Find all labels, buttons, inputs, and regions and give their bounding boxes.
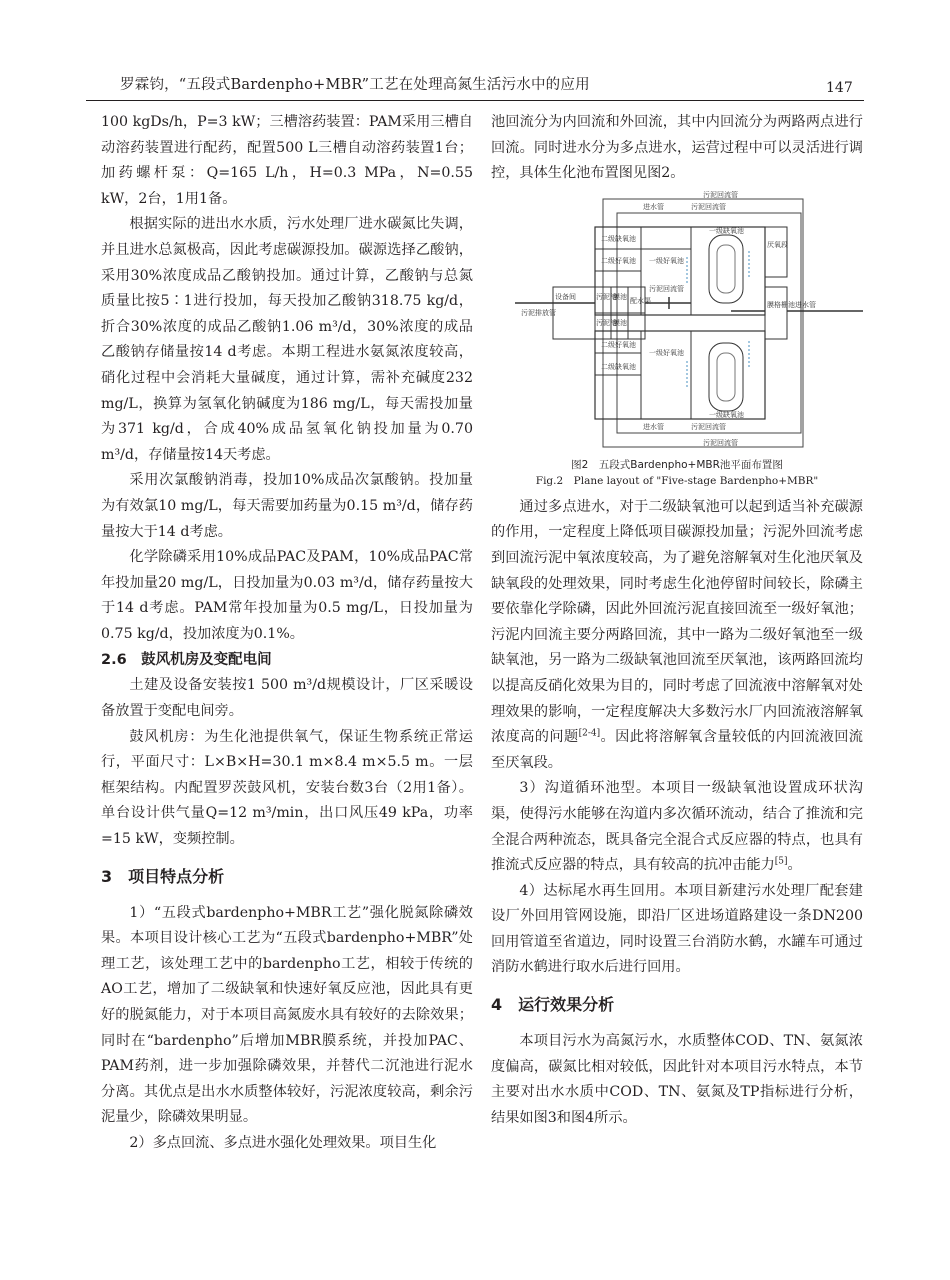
label-inlet-bottom: 进水管 [643,422,664,431]
left-column [101,110,473,1157]
label-sludge-return-bottom: 污泥回流管 [691,422,726,431]
label-equip-room: 设备间 [555,292,576,301]
label-sludge-return-bottom2: 污泥回流管 [703,438,738,447]
text-feature-3: 3）沟道循环池型。本项目一级缺氧池设置成环状沟渠，使得污水能够在沟道内多次循环流动，结合了推流和完全混合两种流态，既具备完全混合式反应器的特点，也具有推流式反应器的特点，具有较高的抗冲击能力 [491,780,863,874]
paragraph-building: 土建及设备安装按1 500 m³/d规模设计，厂区采暖设备放置于变配电间旁。 [101,677,473,720]
paragraph-disinfection: 采用次氯酸钠消毒，投加10%成品次氯酸钠。投加量为有效氯10 mg/L，每天需要加药量为0.15 m³/d，储存药量按大于14 d考虑。 [101,472,473,540]
label-aerobic1-top: 一级好氧池 [649,256,684,265]
label-sludge-discharge: 污泥排放管 [521,308,556,317]
paragraph-results-intro: 本项目污水为高氮污水，水质整体COD、TN、氨氮浓度偏高，碳氮比相对较低，因此针对本项目污水特点，本节主要对出水水质中COD、TN、氨氮及TP指标进行分析，结果如图3和图4所示。 [491,1033,863,1126]
running-header-title: 罗霖钧，“五段式Bardenpho+MBR”工艺在处理高氮生活污水中的应用 [120,77,590,93]
figure-caption-zh: 图2 五段式Bardenpho+MBR池平面布置图 [571,458,783,471]
paragraph-blower-room: 鼓风机房：为生化池提供氧气，保证生物系统正常运行，平面尺寸：L×B×H=30.1 m×8.4 m×5.5 m。一层框架结构。内配置罗茨鼓风机，安装台数3台（2用1备）。单台设计供气量Q=12 m³/min，出口风压49 kPa，功率=15 kW，变频控制。 [101,728,473,848]
paragraph-feature-4: 4）达标尾水再生回用。本项目新建污水处理厂配套建设厂外回用管网设施，即沿厂区进场道路建设一条DN200回用管道至省道边，同时设置三台消防水鹤，水罐车可通过消防水鹤进行取水后进行回用。 [491,882,863,976]
paragraph-feature-2-start: 2）多点回流、多点进水强化处理效果。项目生化 [129,1134,437,1151]
label-anoxic1-top: 一级缺氧池 [709,226,744,235]
figure-2-layout [491,191,863,453]
paragraph-feature-3 [491,776,863,878]
layout-diagram [491,191,863,453]
text-multi-point: 通过多点进水，对于二级缺氧池可以起到适当补充碳源的作用，一定程度上降低项目碳源投加量；污泥外回流考虑到回流污泥中氧浓度较高，为了避免溶解氧对生化池厌氧及缺氧段的处理效果，同时考虑生化池停留时间较长，除磷主要依靠化学除磷，因此外回流污泥直接回流至一级好氧池；污泥内回流主要分两路回流，其中一路为二级好氧池至一级缺氧池，另一路为二级缺氧池回流至厌氧池，该两路回流均以提高反硝化效果为目的，同时考虑了回流液中溶解氧对处理效果的影响，一定程度解决大多数污水厂内回流液溶解氧浓度高的问题 [491,498,863,746]
label-sludge-pool-2: 污泥池 [596,318,617,327]
label-membrane-pool-2: 膜池 [613,318,627,327]
label-aerobic1-bottom: 一级好氧池 [649,348,684,357]
section-heading-2-6: 2.6 鼓风机房及变配电间 [101,652,272,669]
paragraph-feature-1: 1）“五段式bardenpho+MBR工艺”强化脱氮除磷效果。本项目设计核心工艺为“五段式bardenpho+MBR”处理工艺，该处理工艺中的bardenpho工艺，相较于传统的AO工艺，增加了二级缺氧和快速好氧反应池，因此具有更好的脱氮能力，对于本项目高氮废水具有较好的去除效果；同时在“bardenpho”后增加MBR膜系统，并投加PAC、PAM药剂，进一步加强除磷效果，并替代二沉池进行泥水分离。其优点是出水水质整体较好，污泥浓度较高，剩余污泥量少，除磷效果明显。 [101,904,473,1126]
label-aerobic2-top: 二级好氧池 [601,256,636,265]
label-membrane-screen: 膜格栅池 [767,300,795,309]
text-feature-3-tail: 。 [787,857,802,874]
section-heading-4: 4 运行效果分析 [491,995,615,1015]
paragraph-dosing-device: 100 kgDs/h，P=3 kW；三槽溶药装置：PAM采用三槽自动溶药装置进行配药，配置500 L三槽自动溶药装置1台；加药螺杆泵：Q=165 L/h，H=0.3 MPa，N=0.55 kW，2台，1用1备。 [101,114,473,207]
paragraph-carbon-source: 根据实际的进出水水质，污水处理厂进水碳氮比失调，并且进水总氮极高，因此考虑碳源投加。碳源选择乙酸钠，采用30%浓度成品乙酸钠投加。通过计算，乙酸钠与总氮质量比按5∶1进行投加，每天投加乙酸钠318.75 kg/d，折合30%浓度的成品乙酸钠1.06 m³/d，30%浓度的成品乙酸钠存储量按14 d考虑。本期工程进水氨氮浓度较高，硝化过程中会消耗大量碱度，通过计算，需补充碱度232 mg/L，换算为氢氧化钠碱度为186 mg/L，每天需投加量为371 kg/d，合成40%成品氢氧化钠投加量为0.70 m³/d，存储量按14天考虑。 [101,216,473,463]
label-channel: 配水渠 [630,296,651,305]
label-anaerobic: 厌氧段 [767,240,788,249]
label-inlet-right: 进水管 [795,300,816,309]
citation-5: [5] [774,856,788,867]
label-aerobic2-bottom: 二级好氧池 [601,340,636,349]
right-column [491,110,863,1131]
label-anoxic1-bottom: 一级缺氧池 [709,410,744,419]
label-sludge-return-mid: 污泥回流管 [649,284,684,293]
paragraph-feature-2-cont: 池回流分为内回流和外回流，其中内回流分为两路两点进行回流。同时进水分为多点进水，运营过程中可以灵活进行调控，具体生化池布置图见图2。 [491,114,863,182]
label-inlet-top: 进水管 [643,202,664,211]
label-anoxic2-bottom: 二级缺氧池 [601,362,636,371]
paragraph-chemical-phosphorus: 化学除磷采用10%成品PAC及PAM，10%成品PAC常年投加量20 mg/L，日投加量为0.03 m³/d，储存药量按大于14 d考虑。PAM常年投加量为0.5 mg/L，日投加量为0.75 kg/d，投加浓度为0.1%。 [101,549,473,642]
citation-2-4: [2-4] [578,728,601,739]
label-sludge-return-top2: 污泥回流管 [691,202,726,211]
label-anoxic2-top: 二级缺氧池 [601,234,636,243]
section-heading-3: 3 项目特点分析 [101,866,225,886]
label-sludge-return-top: 污泥回流管 [703,190,738,199]
figure-caption-en: Fig.2 Plane layout of "Five-stage Bardenpho+MBR" [535,474,819,487]
label-sludge-pool-1: 污泥池 [596,292,617,301]
label-membrane-pool-1: 膜池 [613,292,627,301]
text-multi-point-tail: 。因此将溶解氧含量较低的内回流液回流至厌氧段。 [491,729,863,771]
header-rule [86,100,864,101]
paragraph-multi-point [491,495,863,777]
page-number: 147 [826,80,853,96]
